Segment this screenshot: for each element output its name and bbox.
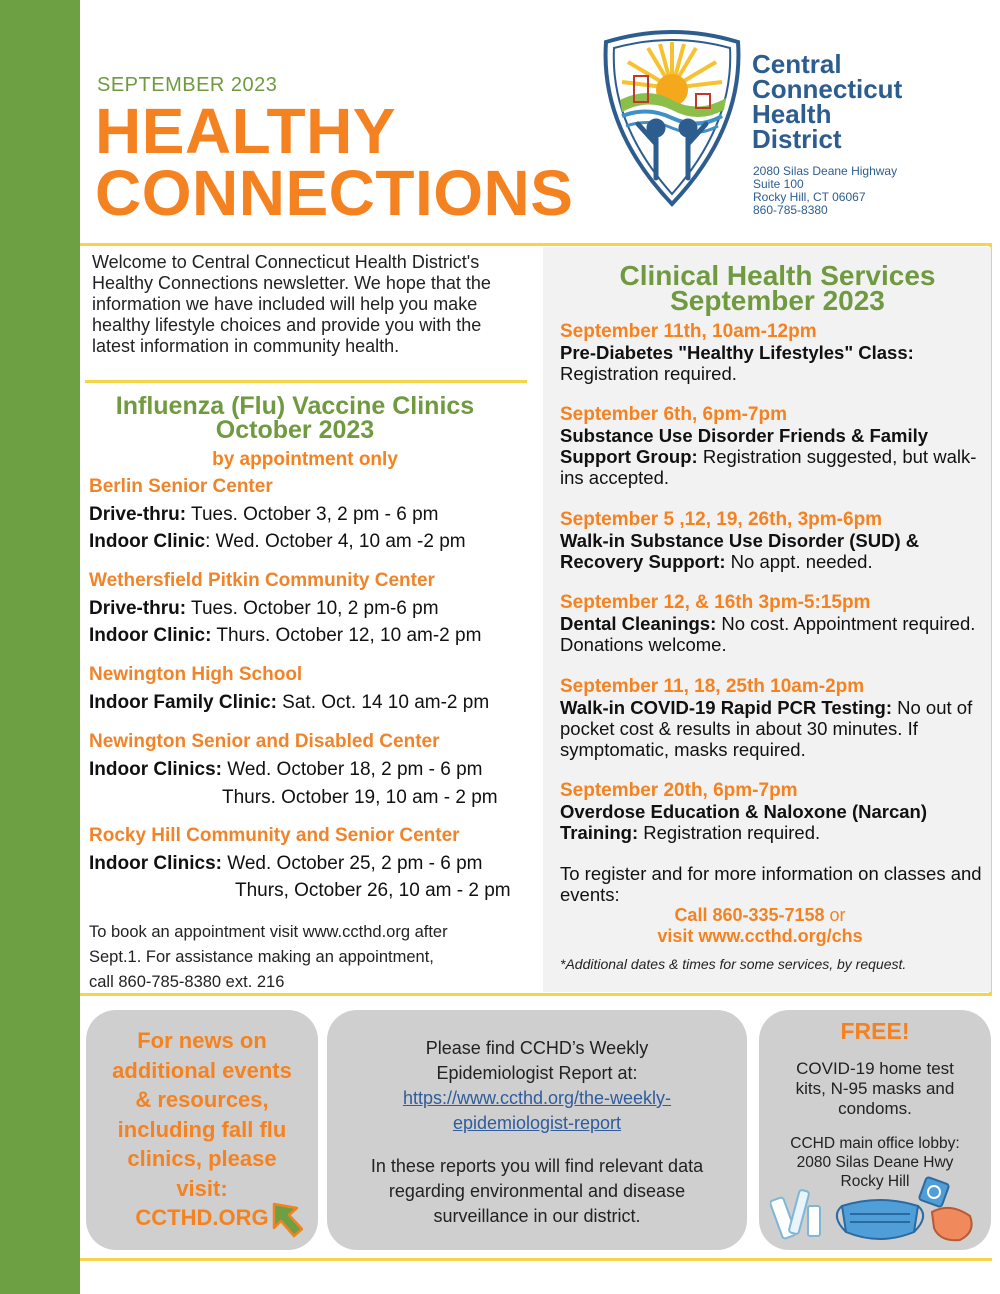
org-name-line-1: Central (752, 49, 842, 79)
epi-body-line-3: surveillance in our district. (433, 1206, 641, 1226)
free-title: FREE! (840, 1018, 910, 1044)
title-line-1: HEALTHY (95, 95, 396, 167)
event-date: September 11, 18, 25th 10am-2pm (560, 676, 865, 697)
test-kit-mask-condom-icon (770, 1176, 980, 1248)
epi-line-2: Epidemiologist Report at: (436, 1063, 638, 1083)
schedule-row (222, 787, 498, 809)
free-line-1: COVID-19 home test (796, 1059, 954, 1078)
org-name-line-4: District (752, 124, 842, 154)
schedule-text: Thurs. October 12, 10 am-2 pm (211, 625, 482, 646)
news-line: For news on (137, 1028, 267, 1053)
event-date: September 20th, 6pm-7pm (560, 780, 798, 801)
schedule-row (89, 853, 482, 875)
news-line: clinics, please (127, 1146, 277, 1171)
register-info: To register and for more information on classes and events: (560, 863, 982, 905)
address-line-1: 2080 Silas Deane Highway (753, 164, 898, 178)
schedule-label: Indoor Family Clinic: (89, 692, 277, 713)
event-description (560, 530, 988, 572)
schedule-label: Indoor Clinics: (89, 759, 222, 780)
lobby-line-1: CCHD main office lobby: (790, 1135, 960, 1152)
call-phone[interactable]: Call 860-335-7158 (674, 905, 825, 925)
schedule-text: : Wed. October 4, 10 am -2 pm (205, 531, 466, 552)
event-description (560, 801, 988, 843)
schedule-row (89, 692, 489, 714)
epi-report-description (327, 1154, 747, 1229)
site-newington-senior-center: Newington Senior and Disabled Center (89, 731, 440, 752)
chs-title-line-2: September 2023 (670, 285, 885, 316)
additional-dates-footnote: *Additional dates & times for some services, by request. (560, 956, 907, 972)
or-text: or (824, 905, 846, 925)
schedule-label: Drive-thru: (89, 598, 187, 619)
news-line: additional events (112, 1057, 292, 1083)
schedule-label: Indoor Clinics: (89, 853, 222, 874)
event-date: September 11th, 10am-12pm (560, 321, 817, 342)
schedule-label: Indoor Clinic: (89, 625, 212, 646)
site-berlin-senior-center: Berlin Senior Center (89, 476, 273, 497)
ccthd-website-link[interactable]: CCTHD.ORG (135, 1205, 269, 1230)
epi-report-intro (327, 1036, 747, 1136)
news-line: visit: (176, 1175, 228, 1201)
lobby-line-3: Rocky Hill (840, 1173, 910, 1190)
event-description (560, 425, 988, 488)
epi-link-line-1[interactable]: https://www.ccthd.org/the-weekly- (402, 1088, 672, 1108)
event-description (560, 697, 988, 760)
schedule-row (89, 759, 482, 781)
organization-name (752, 49, 903, 154)
event-item (560, 509, 988, 572)
schedule-text: Sat. Oct. 14 10 am-2 pm (276, 692, 490, 713)
schedule-text: Thurs, October 26, 10 am - 2 pm (235, 880, 511, 901)
free-items (759, 1059, 991, 1119)
booking-line-1: To book an appointment visit www.ccthd.org after (89, 923, 448, 941)
news-line: including fall flu (117, 1116, 287, 1142)
schedule-text: Wed. October 25, 2 pm - 6 pm (222, 853, 483, 874)
event-description (560, 613, 988, 655)
free-line-3: condoms. (838, 1099, 912, 1118)
welcome-text: Welcome to Central Connecticut Health District's Healthy Connections newsletter. We hope that the information we have included will help you make healthy lifestyle choices and provide you with the latest information in community health. (92, 252, 491, 356)
event-text: Registration suggested, but walk-ins accepted. (560, 446, 977, 488)
news-line: & resources, (135, 1087, 269, 1112)
visit-link[interactable]: visit www.ccthd.org/chs (657, 926, 863, 946)
event-item (560, 321, 988, 384)
footer-divider (80, 1258, 992, 1261)
newsletter-title (95, 95, 574, 229)
site-newington-high-school: Newington High School (89, 664, 303, 685)
event-text: No cost. Appointment required. Donations welcome. (560, 613, 976, 655)
visit-line (560, 926, 960, 947)
schedule-row (89, 504, 439, 526)
event-date: September 6th, 6pm-7pm (560, 404, 787, 425)
schedule-row (89, 625, 481, 647)
lobby-line-2: 2080 Silas Deane Hwy (796, 1154, 954, 1171)
event-label: Overdose Education & Naloxone (Narcan) Training: (560, 801, 928, 843)
epi-link-line-2[interactable]: epidemiologist-report (452, 1113, 622, 1133)
epi-line-1: Please find CCHD’s Weekly (425, 1038, 649, 1058)
schedule-row (89, 531, 466, 553)
schedule-label: Drive-thru: (89, 504, 187, 525)
organization-address (753, 165, 897, 217)
epi-body-line-2: regarding environmental and disease (388, 1181, 686, 1201)
event-text: No appt. needed. (725, 551, 873, 572)
site-wethersfield-pitkin: Wethersfield Pitkin Community Center (89, 570, 435, 591)
schedule-row (89, 598, 439, 620)
free-line-2: kits, N-95 masks and (795, 1079, 955, 1098)
flu-title-line-1: Influenza (Flu) Vaccine Clinics (115, 392, 475, 420)
booking-line-2: Sept.1. For assistance making an appointment, (89, 948, 434, 966)
event-label: Substance Use Disorder Friends & Family Support Group: (560, 425, 929, 467)
event-description (560, 342, 988, 384)
schedule-label: Indoor Clinic (89, 531, 206, 552)
chs-title-line-1: Clinical Health Services (619, 260, 936, 291)
schedule-text: Thurs. October 19, 10 am - 2 pm (222, 787, 498, 808)
event-text: Registration required. (560, 363, 737, 384)
epi-report-link[interactable] (327, 1086, 747, 1136)
schedule-text: Wed. October 18, 2 pm - 6 pm (222, 759, 483, 780)
event-label: Walk-in COVID-19 Rapid PCR Testing: (560, 697, 892, 718)
welcome-divider (85, 380, 527, 383)
event-label: Walk-in Substance Use Disorder (SUD) & Recovery Support: (560, 530, 920, 572)
contact-lines (560, 905, 960, 947)
org-name-line-2: Connecticut (752, 74, 903, 104)
event-label: Dental Cleanings: (560, 613, 717, 634)
call-line (560, 905, 960, 926)
clinical-services-title (560, 260, 995, 316)
title-line-2: CONNECTIONS (95, 157, 574, 229)
booking-info (89, 920, 559, 995)
booking-line-3: call 860-785-8380 ext. 216 (89, 973, 285, 991)
event-item (560, 592, 988, 655)
event-item (560, 780, 988, 843)
event-item (560, 676, 988, 760)
event-item (560, 404, 988, 488)
flu-title-line-2: October 2023 (215, 416, 375, 444)
event-label: Pre-Diabetes "Healthy Lifestyles" Class: (560, 342, 914, 363)
appointment-only-note: by appointment only (212, 449, 398, 470)
site-rocky-hill-center: Rocky Hill Community and Senior Center (89, 825, 460, 846)
schedule-row (235, 880, 511, 902)
event-date: September 12, & 16th 3pm-5:15pm (560, 592, 871, 613)
event-text: Registration required. (638, 822, 821, 843)
schedule-text: Tues. October 10, 2 pm-6 pm (186, 598, 439, 619)
address-line-2: Suite 100 (753, 177, 804, 191)
address-phone: 860-785-8380 (753, 203, 828, 217)
issue-date: SEPTEMBER 2023 (97, 74, 278, 96)
left-accent-bar (0, 0, 80, 1294)
epi-body-line-1: In these reports you will find relevant data (370, 1156, 704, 1176)
event-text: No out of pocket cost & results in about 30 minutes. If symptomatic, masks required. (560, 697, 973, 760)
org-name-line-3: Health (752, 99, 832, 129)
schedule-text: Tues. October 3, 2 pm - 6 pm (186, 504, 439, 525)
mask-icon (837, 1200, 923, 1239)
header-divider (80, 243, 992, 246)
condom-icon (919, 1177, 972, 1241)
test-kit-icon (770, 1189, 820, 1239)
address-line-3: Rocky Hill, CT 06067 (753, 190, 866, 204)
ccthd-logo-icon (598, 28, 746, 208)
pointer-arrow-icon (268, 1198, 312, 1242)
event-date: September 5 ,12, 19, 26th, 3pm-6pm (560, 509, 883, 530)
flu-clinics-title (90, 394, 500, 442)
